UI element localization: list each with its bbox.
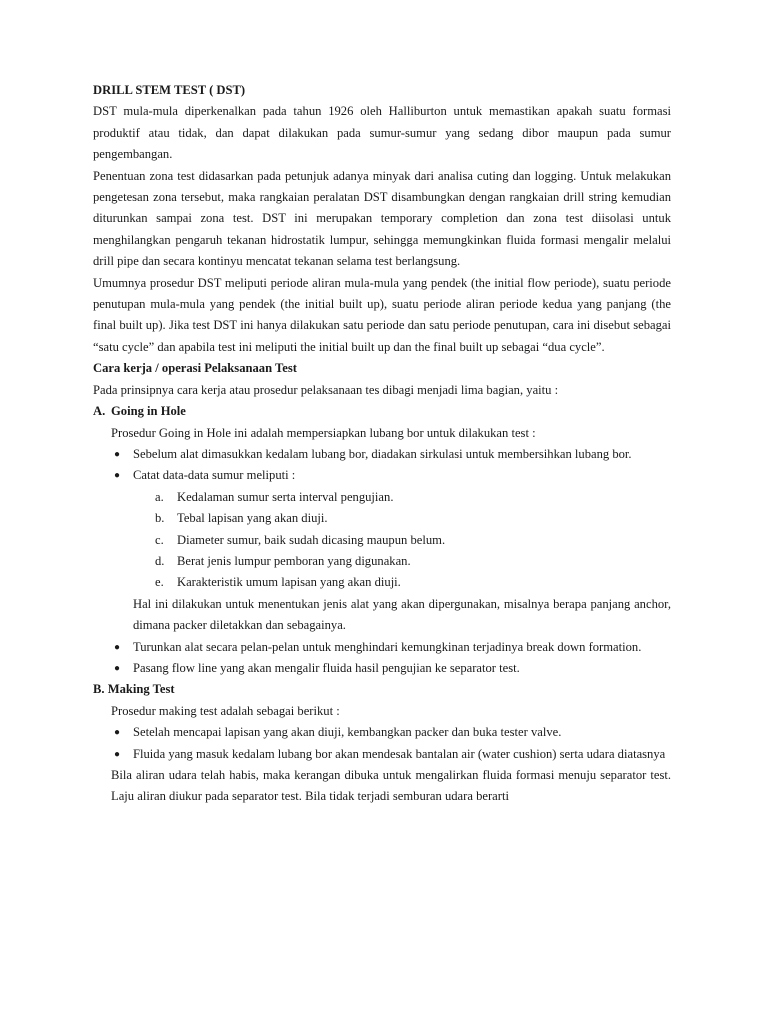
bullet-text: Fluida yang masuk kedalam lubang bor akan mendesak bantalan air (water cushion) serta udara diatasnya xyxy=(133,746,666,761)
list-item xyxy=(111,637,671,658)
bullet-icon: ● xyxy=(114,748,121,760)
list-item xyxy=(111,722,671,743)
bullet-icon: ● xyxy=(114,448,121,460)
sub-list-item xyxy=(155,551,671,572)
list-item xyxy=(111,465,671,636)
bullet-icon: ● xyxy=(114,470,121,482)
list-item xyxy=(111,658,671,679)
sub-item-marker: d. xyxy=(155,553,165,568)
bullet-icon: ● xyxy=(114,641,121,653)
sub-item-text: Kedalaman sumur serta interval pengujian. xyxy=(177,489,394,504)
sub-list-item xyxy=(155,487,671,508)
sub-item-text: Karakteristik umum lapisan yang akan diuji. xyxy=(177,575,401,590)
section-a-title: Going in Hole xyxy=(111,404,186,419)
list-item xyxy=(111,444,671,465)
heading-making-test: B. Making Test xyxy=(93,682,175,697)
paragraph-going-in-hole-intro: Prosedur Going in Hole ini adalah mempersiapkan lubang bor untuk dilakukan test : xyxy=(111,425,536,440)
bullet-text: Setelah mencapai lapisan yang akan diuji, kembangkan packer dan buka tester valve. xyxy=(133,725,562,740)
paragraph-making-test-intro: Prosedur making test adalah sebagai berikut : xyxy=(111,703,340,718)
sub-list-item xyxy=(155,508,671,529)
making-test-bullet-list xyxy=(93,722,671,765)
document-title: DRILL STEM TEST ( DST) xyxy=(93,83,246,97)
heading-cara-kerja: Cara kerja / operasi Pelaksanaan Test xyxy=(93,361,297,376)
sub-item-text: Diameter sumur, baik sudah dicasing maupun belum. xyxy=(177,532,446,547)
heading-going-in-hole xyxy=(93,401,671,422)
sub-item-marker: c. xyxy=(155,532,164,547)
paragraph-making-test-closing: Bila aliran udara telah habis, maka kerangan dibuka untuk mengalirkan fluida formasi menuju separator test. Laju aliran diukur pada separator test. Bila tidak terjadi semburan udara berarti xyxy=(111,768,671,804)
sub-item-marker: b. xyxy=(155,511,165,526)
bullet-text: Pasang flow line yang akan mengalir fluida hasil pengujian ke separator test. xyxy=(133,660,520,675)
sub-list-item xyxy=(155,572,671,593)
sub-item-marker: a. xyxy=(155,489,164,504)
bullet-text: Catat data-data sumur meliputi : xyxy=(133,468,296,483)
sub-list-item xyxy=(155,530,671,551)
list-item xyxy=(111,744,671,765)
paragraph-prosedur: Umumnya prosedur DST meliputi periode aliran mula-mula yang pendek (the initial flow periode), suatu periode penutupan mula-mula yang pendek (the initial built up), suatu periode aliran periode kedua yang panjang (the final built up). Jika test DST ini hanya dilakukan satu periode dan satu periode penutupan, cara ini disebut sebagai “satu cycle” dan apabila test ini meliputi the initial built up dan the final built up sebagai “dua cycle”. xyxy=(93,275,671,354)
bullet-text: Sebelum alat dimasukkan kedalam lubang bor, diadakan sirkulasi untuk membersihkan lubang bor. xyxy=(133,446,632,461)
bullet-icon: ● xyxy=(114,727,121,739)
section-a-marker: A. xyxy=(93,404,106,419)
paragraph-cara-kerja-intro: Pada prinsipnya cara kerja atau prosedur pelaksanaan tes dibagi menjadi lima bagian, yaitu : xyxy=(93,382,559,397)
bullet-text: Turunkan alat secara pelan-pelan untuk menghindari kemungkinan terjadinya break down formation. xyxy=(133,639,642,654)
bullet-icon: ● xyxy=(114,662,121,674)
going-in-hole-bullet-list xyxy=(93,444,671,679)
paragraph-intro: DST mula-mula diperkenalkan pada tahun 1926 oleh Halliburton untuk memastikan apakah suatu formasi produktif atau tidak, dan dapat dilakukan pada sumur-sumur yang sedang dibor maupun pada sumur pengembangan. xyxy=(93,104,671,162)
sumur-data-sublist xyxy=(133,487,671,594)
sub-item-marker: e. xyxy=(155,575,164,590)
paragraph-alat-note: Hal ini dilakukan untuk menentukan jenis alat yang akan dipergunakan, misalnya berapa panjang anchor, dimana packer diletakkan dan sebagainya. xyxy=(133,596,671,633)
paragraph-zona-test: Penentuan zona test didasarkan pada petunjuk adanya minyak dari analisa cuting dan logging. Untuk melakukan pengetesan zona tersebut, maka rangkaian peralatan DST disambungkan dengan rangkaian drill string kemudian diturunkan sampai zona test. DST ini merupakan temporary completion dan zona test diisolasi untuk menghilangkan pengaruh tekanan hidrostatik lumpur, sehingga memungkinkan fluida formasi mengalir melalui drill pipe dan secara kontinyu mencatat tekanan selama test berlangsung. xyxy=(93,168,671,269)
sub-item-text: Berat jenis lumpur pemboran yang digunakan. xyxy=(177,553,411,568)
sub-item-text: Tebal lapisan yang akan diuji. xyxy=(177,511,328,526)
